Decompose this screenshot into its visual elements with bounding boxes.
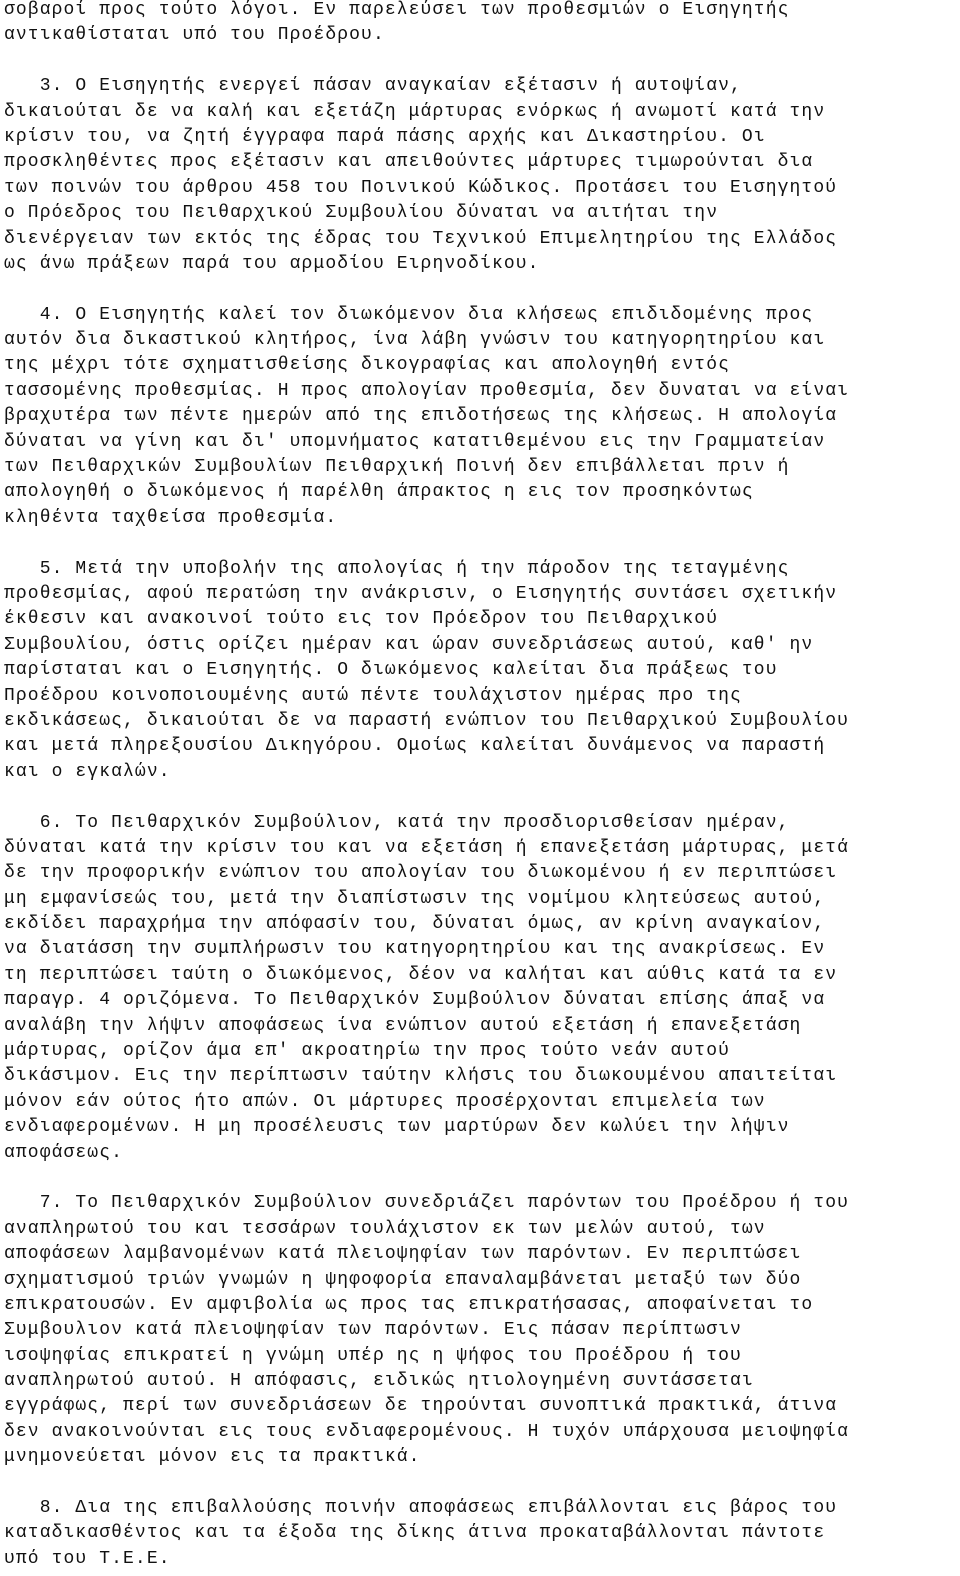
text-line: αναλάβη την λήψιν αποφάσεως ίνα ενώπιον αυτού εξετάση ή επανεξετάση [4, 1015, 802, 1036]
text-line: διενέργειαν των εκτός της έδρας του Τεχνικού Επιμελητηρίου της Ελλάδος [4, 228, 838, 249]
text-line: παρίσταται και ο Εισηγητής. Ο διωκόμενος καλείται δια πράξεως του [4, 660, 778, 681]
text-line: επικρατουσών. Εν αμφιβολία ως προς τας επικρατήσασας, αποφαίνεται το [4, 1294, 814, 1315]
text-line: προσκληθέντες προς εξέτασιν και απειθούντες μάρτυρες τιμωρούνται δια [4, 152, 814, 173]
text-line: μη εμφανίσεώς του, μετά την διαπίστωσιν της νομίμου κλητεύσεως αυτού, [4, 888, 826, 909]
text-line: Συμβουλίου, όστις ορίζει ημέραν και ώραν συνεδριάσεως αυτού, καθ' ην [4, 634, 814, 655]
text-line: ενδιαφερομένων. Η μη προσέλευσις των μαρτύρων δεν κωλύει την λήψιν [4, 1117, 790, 1138]
text-line: αναπληρωτού του και τεσσάρων τουλάχιστον εκ των μελών αυτού, των [4, 1218, 766, 1239]
blank-line [4, 49, 958, 74]
text-line: τασσομένης προθεσμίας. Η προς απολογίαν προθεσμία, δεν δυναται να είναι [4, 380, 850, 401]
text-line: δικάσιμον. Εις την περίπτωσιν ταύτην κλήσις του διωκουμένου απαιτείται [4, 1066, 838, 1087]
text-line: 8. Δια της επιβαλλούσης ποινήν αποφάσεως επιβάλλονται εις βάρος του [4, 1498, 838, 1519]
text-line: μάρτυρας, ορίζον άμα επ' ακροατηρίω την προς τούτο νεάν αυτού [4, 1041, 731, 1062]
text-line: δεν ανακοινούνται εις τους ενδιαφερομένους. Η τυχόν υπάρχουσα μειοψηφία [4, 1421, 850, 1442]
text-line: δύναται να γίνη και δι' υπομνήματος κατατιθεμένου εις την Γραμματείαν [4, 431, 826, 452]
blank-line [4, 531, 958, 556]
text-line: αυτόν δια δικαστικού κλητήρος, ίνα λάβη γνώσιν του κατηγορητηρίου και [4, 330, 826, 351]
text-line: ισοψηφίας επικρατεί η γνώμη υπέρ ης η ψήφος του Προέδρου ή του [4, 1345, 742, 1366]
text-line: μνημονεύεται μόνον εις τα πρακτικά. [4, 1447, 421, 1468]
text-line: υπό του Τ.Ε.Ε. [4, 1548, 171, 1569]
text-line: της μέχρι τότε σχηματισθείσης δικογραφίας και απολογηθή εντός [4, 355, 731, 376]
text-line: Προέδρου κοινοποιουμένης αυτώ πέντε τουλάχιστον ημέρας προ της [4, 685, 742, 706]
text-line: 7. Το Πειθαρχικόν Συμβούλιον συνεδριάζει παρόντων του Προέδρου ή του [4, 1193, 850, 1214]
text-line: μόνον εάν ούτος ήτο απών. Οι μάρτυρες προσέρχονται επιμελεία των [4, 1091, 766, 1112]
blank-line [4, 277, 958, 302]
text-line: ως άνω πράξεων παρά του αρμοδίου Ειρηνοδίκου. [4, 253, 540, 274]
document-page [4, 0, 958, 1572]
text-line: προθεσμίας, αφού περατώση την ανάκρισιν, ο Εισηγητής συντάσει σχετικήν [4, 583, 838, 604]
text-line: 3. Ο Εισηγητής ενεργεί πάσαν αναγκαίαν εξέτασιν ή αυτοψίαν, [4, 76, 742, 97]
text-line: σχηματισμού τριών γνωμών η ψηφοφορία επαναλαμβάνεται μεταξύ των δύο [4, 1269, 802, 1290]
blank-line [4, 1471, 958, 1496]
text-line: παραγρ. 4 οριζόμενα. Το Πειθαρχικόν Συμβούλιον δύναται επίσης άπαξ να [4, 990, 826, 1011]
text-line: εκδίδει παραχρήμα την απόφασίν του, δύναται όμως, αν κρίνη αναγκαίον, [4, 914, 826, 935]
text-line: να διατάσση την συμπλήρωσιν του κατηγορητηρίου και της ανακρίσεως. Εν [4, 939, 826, 960]
text-line: σοβαροί προς τούτο λόγοι. Εν παρελεύσει των προθεσμιών ο Εισηγητής [4, 0, 790, 20]
text-line: 5. Μετά την υποβολήν της απολογίας ή την πάροδον της τεταγμένης [4, 558, 790, 579]
text-line: 4. Ο Εισηγητής καλεί τον διωκόμενον δια κλήσεως επιδιδομένης προς [4, 304, 814, 325]
text-line: αναπληρωτού αυτού. Η απόφασις, ειδικώς ητιολογημένη συντάσσεται [4, 1371, 754, 1392]
text-line: αποφάσεως. [4, 1142, 124, 1163]
text-line: των ποινών του άρθρου 458 του Ποινικού Κώδικος. Προτάσει του Εισηγητού [4, 177, 838, 198]
text-line: 6. Το Πειθαρχικόν Συμβούλιον, κατά την προσδιορισθείσαν ημέραν, [4, 812, 790, 833]
blank-line [4, 785, 958, 810]
text-line: κληθέντα ταχθείσα προθεσμία. [4, 507, 338, 528]
text-line: δύναται κατά την κρίσιν του και να εξετάση ή επανεξετάση μάρτυρας, μετά [4, 837, 850, 858]
text-line: αντικαθίσταται υπό του Προέδρου. [4, 25, 385, 46]
text-line: εγγράφως, περί των συνεδριάσεων δε τηρούνται συνοπτικά πρακτικά, άτινα [4, 1396, 838, 1417]
text-line: εκδικάσεως, δικαιούται δε να παραστή ενώπιον του Πειθαρχικού Συμβουλίου [4, 710, 850, 731]
text-line: τη περιπτώσει ταύτη ο διωκόμενος, δέον να καλήται και αύθις κατά τα εν [4, 964, 838, 985]
text-line: ο Πρόεδρος του Πειθαρχικού Συμβουλίου δύναται να αιτήται την [4, 203, 719, 224]
text-line: αποφάσεων λαμβανομένων κατά πλειοψηφίαν των παρόντων. Εν περιπτώσει [4, 1244, 802, 1265]
text-line: Συμβουλιον κατά πλειοψηφίαν των παρόντων. Εις πάσαν περίπτωσιν [4, 1320, 742, 1341]
text-line: βραχυτέρα των πέντε ημερών από της επιδοτήσεως της κλήσεως. Η απολογία [4, 406, 838, 427]
text-line: των Πειθαρχικών Συμβουλίων Πειθαρχική Ποινή δεν επιβάλλεται πριν ή [4, 457, 790, 478]
text-line: απολογηθή ο διωκόμενος ή παρέλθη άπρακτος η εις τον προσηκόντως [4, 482, 754, 503]
text-line: δε την προφορικήν ενώπιον του απολογίαν του διωκομένου ή εν περιπτώσει [4, 863, 838, 884]
blank-line [4, 1166, 958, 1191]
text-line: έκθεσιν και ανακοινοί τούτο εις τον Πρόεδρον του Πειθαρχικού [4, 609, 719, 630]
text-line: κρίσιν του, να ζητή έγγραφα παρά πάσης αρχής και Δικαστηρίου. Οι [4, 126, 766, 147]
text-line: και μετά πληρεξουσίου Δικηγόρου. Ομοίως καλείται δυνάμενος να παραστή [4, 736, 826, 757]
text-line: και ο εγκαλών. [4, 761, 171, 782]
text-line: καταδικασθέντος και τα έξοδα της δίκης άτινα προκαταβάλλονται πάντοτε [4, 1523, 826, 1544]
text-line: δικαιούται δε να καλή και εξετάζη μάρτυρας ενόρκως ή ανωμοτί κατά την [4, 101, 826, 122]
